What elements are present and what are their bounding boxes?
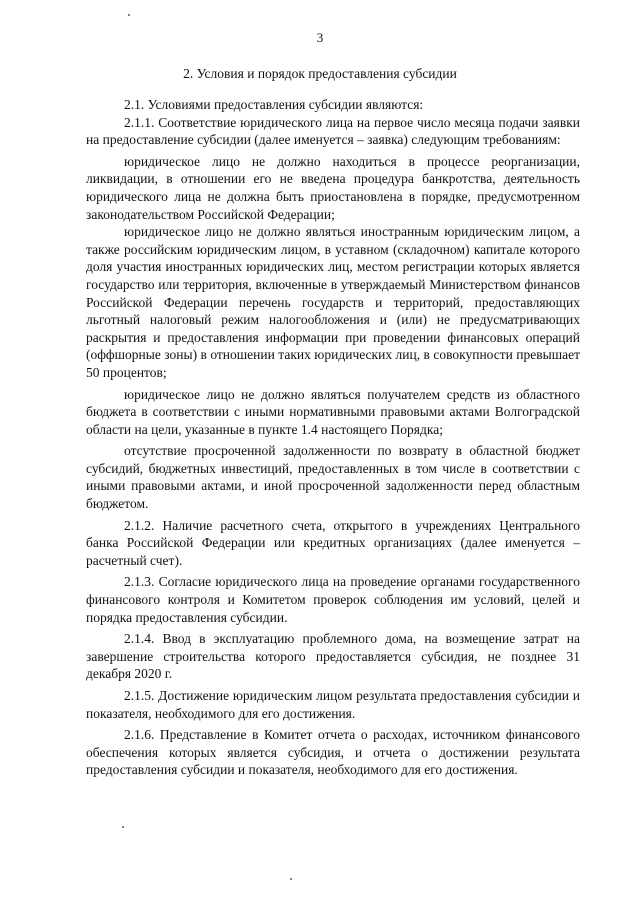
requirement-not-recipient: юридическое лицо не должно являться получателем средств из областного бюджета в соответствии с иными нормативными правовыми актами Волгоградской области на цели, указанные в пункте 1.4 настоящего Порядка; (86, 386, 580, 437)
requirement-no-overdue-debt: отсутствие просроченной задолженности по возврату в областной бюджет субсидий, бюджетных инвестиций, предоставленных в том числе в соответствии с иными правовыми актами, и иной просроченной задолженности перед областным бюджетом. (86, 443, 580, 512)
paragraph-2-1-4: 2.1.4. Ввод в эксплуатацию проблемного дома, на возмещение затрат на завершение строительства которого предоставляется субсидия, не позднее 31 декабря 2020 г. (86, 631, 580, 682)
paragraph-2-1-1: 2.1.1. Соответствие юридического лица на первое число месяца подачи заявки на предоставление субсидии (далее именуется – заявка) следующим требованиям: (86, 114, 580, 148)
paragraph-2-1: 2.1. Условиями предоставления субсидии являются: (124, 97, 424, 112)
paragraph-2-1-3: 2.1.3. Согласие юридического лица на проведение органами государственного финансового контроля и Комитетом проверок соблюдения им условий, целей и порядка предоставления субсидии. (86, 574, 580, 625)
requirement-no-reorganization: юридическое лицо не должно находиться в процессе реорганизации, ликвидации, в отношении его не введена процедура банкротства, деятельность юридического лица не должна быть приостановлена в порядке, предусмотренном законодательством Российской Федерации; (86, 153, 580, 222)
scan-speck (290, 878, 292, 880)
paragraph-2-1-6: 2.1.6. Представление в Комитет отчета о расходах, источником финансового обеспечения которых является субсидия, и отчета о достижении результата предоставления субсидии и показателя, необходимого для его достижения. (86, 727, 580, 778)
paragraph-2-1-5: 2.1.5. Достижение юридическим лицом результата предоставления субсидии и показателя, необходимого для его достижения. (86, 688, 580, 721)
document-body (86, 96, 580, 779)
section-title: 2. Условия и порядок предоставления субсидии (183, 66, 457, 81)
paragraph-2-1-2: 2.1.2. Наличие расчетного счета, открытого в учреждениях Центрального банка Российской Федерации или кредитных организациях (далее именуется – расчетный счет). (86, 517, 580, 568)
scan-speck (122, 826, 124, 828)
page-number: 3 (316, 30, 324, 45)
requirement-not-foreign-entity: юридическое лицо не должно являться иностранным юридическим лицом, а также российским юридическим лицом, в уставном (складочном) капитале которого доля участия иностранных юридических лиц, местом регистрации которых является государство или территория, включенные в утверждаемый Министерством финансов Российской Федерации перечень государств и территорий, предоставляющих льготный налоговый режим налогообложения и (или) не предусматривающих раскрытия и предоставления информации при проведении финансовых операций (оффшорные зоны) в отношении таких юридических лиц, в совокупности превышает 50 процентов; (86, 224, 580, 380)
scan-speck (128, 14, 130, 16)
